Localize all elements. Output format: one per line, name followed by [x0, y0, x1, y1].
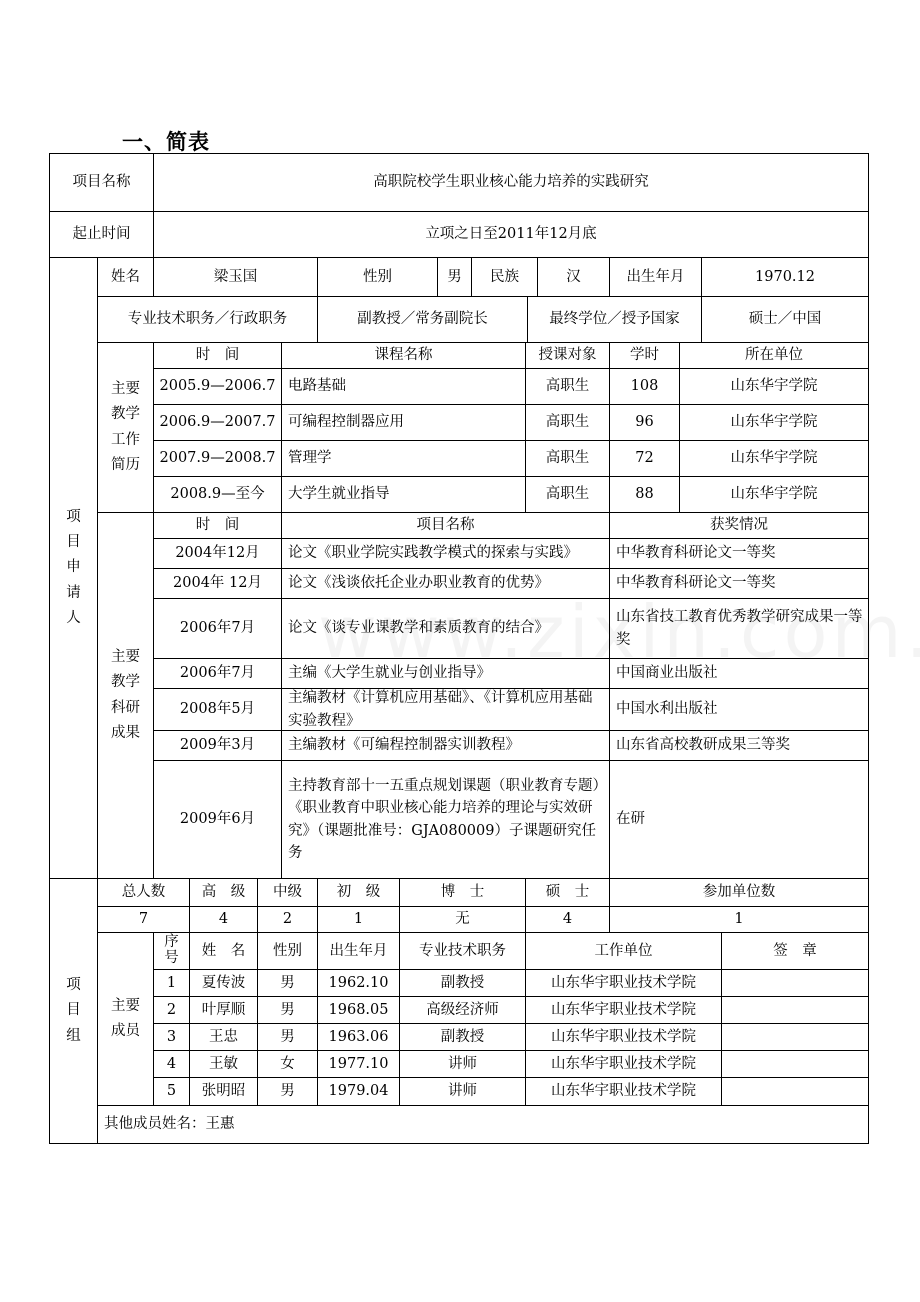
teaching-audience: 高职生: [525, 440, 610, 477]
teaching-header-time: 时 间: [153, 342, 282, 369]
stat-middle-label: 中级: [257, 878, 318, 907]
stat-units-label: 参加单位数: [609, 878, 869, 907]
member-header-title: 专业技术职务: [399, 932, 526, 970]
research-time: 2008年5月: [153, 688, 282, 731]
ethnicity-label: 民族: [471, 257, 538, 297]
teaching-course: 电路基础: [281, 368, 526, 405]
member-name: 王忠: [189, 1023, 258, 1051]
member-no: 2: [153, 996, 190, 1024]
teaching-audience: 高职生: [525, 404, 610, 441]
other-members: 其他成员姓名：王惠: [97, 1105, 869, 1144]
research-time: 2009年3月: [153, 730, 282, 761]
research-project: 主持教育部十一五重点规划课题（职业教育专题）《职业教育中职业核心能力培养的理论与实效研究》（课题批准号：GJA080009）子课题研究任务: [281, 760, 610, 879]
teaching-section-label: 主要教学工作简历: [97, 342, 154, 513]
teaching-unit: 山东华宇学院: [679, 368, 869, 405]
member-birth: 1962.10: [317, 969, 400, 997]
research-section-label: 主要教学科研成果: [97, 512, 154, 879]
research-award: 中华教育科研论文一等奖: [609, 568, 869, 599]
research-award: 山东省技工教育优秀教学研究成果一等奖: [609, 598, 869, 659]
teaching-header-audience: 授课对象: [525, 342, 610, 369]
research-award: 中华教育科研论文一等奖: [609, 538, 869, 569]
applicant-section-label: 项目申请人: [49, 257, 98, 879]
research-project: 主编教材《计算机应用基础》、《计算机应用基础实验教程》: [281, 688, 610, 731]
member-title: 讲师: [399, 1077, 526, 1106]
member-seal[interactable]: [721, 996, 869, 1024]
applicant-degree: 硕士／中国: [701, 296, 869, 343]
research-time: 2004年12月: [153, 538, 282, 569]
member-header-birth: 出生年月: [317, 932, 400, 970]
teaching-time: 2005.9—2006.7: [153, 368, 282, 405]
teaching-unit: 山东华宇学院: [679, 440, 869, 477]
stat-master-value: 4: [525, 906, 610, 933]
research-award: 中国水利出版社: [609, 688, 869, 731]
stat-units-value: 1: [609, 906, 869, 933]
teaching-time: 2008.9—至今: [153, 476, 282, 513]
teaching-audience: 高职生: [525, 368, 610, 405]
stat-senior-label: 高 级: [189, 878, 258, 907]
member-no: 1: [153, 969, 190, 997]
member-seal[interactable]: [721, 1023, 869, 1051]
member-birth: 1968.05: [317, 996, 400, 1024]
research-award: 山东省高校教研成果三等奖: [609, 730, 869, 761]
member-seal[interactable]: [721, 969, 869, 997]
stat-senior-value: 4: [189, 906, 258, 933]
member-birth: 1979.04: [317, 1077, 400, 1106]
member-unit: 山东华宇职业技术学院: [525, 1023, 722, 1051]
member-unit: 山东华宇职业技术学院: [525, 996, 722, 1024]
research-project: 主编教材《可编程控制器实训教程》: [281, 730, 610, 761]
research-time: 2009年6月: [153, 760, 282, 879]
member-header-gender: 性别: [257, 932, 318, 970]
member-title: 讲师: [399, 1050, 526, 1078]
project-name-label: 项目名称: [49, 153, 154, 212]
gender-label: 性别: [317, 257, 438, 297]
period-label: 起止时间: [49, 211, 154, 258]
teaching-audience: 高职生: [525, 476, 610, 513]
research-time: 2006年7月: [153, 598, 282, 659]
teaching-header-hours: 学时: [609, 342, 680, 369]
applicant-birth: 1970.12: [701, 257, 869, 297]
project-name-value: 高职院校学生职业核心能力培养的实践研究: [153, 153, 869, 212]
teaching-hours: 72: [609, 440, 680, 477]
member-gender: 男: [257, 1023, 318, 1051]
teaching-unit: 山东华宇学院: [679, 476, 869, 513]
teaching-hours: 88: [609, 476, 680, 513]
member-title: 高级经济师: [399, 996, 526, 1024]
applicant-gender: 男: [437, 257, 472, 297]
member-gender: 男: [257, 1077, 318, 1106]
research-header-project: 项目名称: [281, 512, 610, 539]
member-birth: 1977.10: [317, 1050, 400, 1078]
stat-total-value: 7: [97, 906, 190, 933]
stat-junior-value: 1: [317, 906, 400, 933]
research-award: 中国商业出版社: [609, 658, 869, 689]
degree-label: 最终学位／授予国家: [527, 296, 702, 343]
research-header-award: 获奖情况: [609, 512, 869, 539]
research-project: 论文《谈专业课教学和素质教育的结合》: [281, 598, 610, 659]
stat-junior-label: 初 级: [317, 878, 400, 907]
teaching-hours: 108: [609, 368, 680, 405]
teaching-time: 2006.9—2007.7: [153, 404, 282, 441]
stat-phd-label: 博 士: [399, 878, 526, 907]
teaching-hours: 96: [609, 404, 680, 441]
member-header-name: 姓 名: [189, 932, 258, 970]
stat-master-label: 硕 士: [525, 878, 610, 907]
member-name: 夏传波: [189, 969, 258, 997]
teaching-header-unit: 所在单位: [679, 342, 869, 369]
member-header-no: 序号: [153, 932, 190, 970]
member-birth: 1963.06: [317, 1023, 400, 1051]
member-name: 王敏: [189, 1050, 258, 1078]
teaching-unit: 山东华宇学院: [679, 404, 869, 441]
teaching-header-course: 课程名称: [281, 342, 526, 369]
member-gender: 男: [257, 969, 318, 997]
member-unit: 山东华宇职业技术学院: [525, 969, 722, 997]
member-header-seal: 签 章: [721, 932, 869, 970]
stat-middle-value: 2: [257, 906, 318, 933]
member-title: 副教授: [399, 969, 526, 997]
research-project: 论文《职业学院实践教学模式的探索与实践》: [281, 538, 610, 569]
teaching-course: 大学生就业指导: [281, 476, 526, 513]
birth-label: 出生年月: [609, 257, 702, 297]
members-section-label: 主要成员: [97, 932, 154, 1106]
member-no: 3: [153, 1023, 190, 1051]
research-project: 主编《大学生就业与创业指导》: [281, 658, 610, 689]
period-value: 立项之日至2011年12月底: [153, 211, 869, 258]
member-name: 叶厚顺: [189, 996, 258, 1024]
teaching-course: 可编程控制器应用: [281, 404, 526, 441]
member-title: 副教授: [399, 1023, 526, 1051]
member-gender: 男: [257, 996, 318, 1024]
member-unit: 山东华宇职业技术学院: [525, 1050, 722, 1078]
teaching-course: 管理学: [281, 440, 526, 477]
member-no: 4: [153, 1050, 190, 1078]
section-title: 一、简表: [122, 130, 210, 154]
research-header-time: 时 间: [153, 512, 282, 539]
member-name: 张明昭: [189, 1077, 258, 1106]
member-no: 5: [153, 1077, 190, 1106]
stat-total-label: 总人数: [97, 878, 190, 907]
teaching-time: 2007.9—2008.7: [153, 440, 282, 477]
research-award: 在研: [609, 760, 869, 879]
title-label: 专业技术职务／行政职务: [97, 296, 318, 343]
member-unit: 山东华宇职业技术学院: [525, 1077, 722, 1106]
member-gender: 女: [257, 1050, 318, 1078]
research-project: 论文《浅谈依托企业办职业教育的优势》: [281, 568, 610, 599]
stat-phd-value: 无: [399, 906, 526, 933]
member-seal[interactable]: [721, 1077, 869, 1106]
applicant-title: 副教授／常务副院长: [317, 296, 528, 343]
member-header-unit: 工作单位: [525, 932, 722, 970]
applicant-ethnicity: 汉: [537, 257, 610, 297]
member-seal[interactable]: [721, 1050, 869, 1078]
name-label: 姓名: [97, 257, 154, 297]
team-section-label: 项目组: [49, 878, 98, 1144]
research-time: 2004年 12月: [153, 568, 282, 599]
research-time: 2006年7月: [153, 658, 282, 689]
applicant-name: 梁玉国: [153, 257, 318, 297]
